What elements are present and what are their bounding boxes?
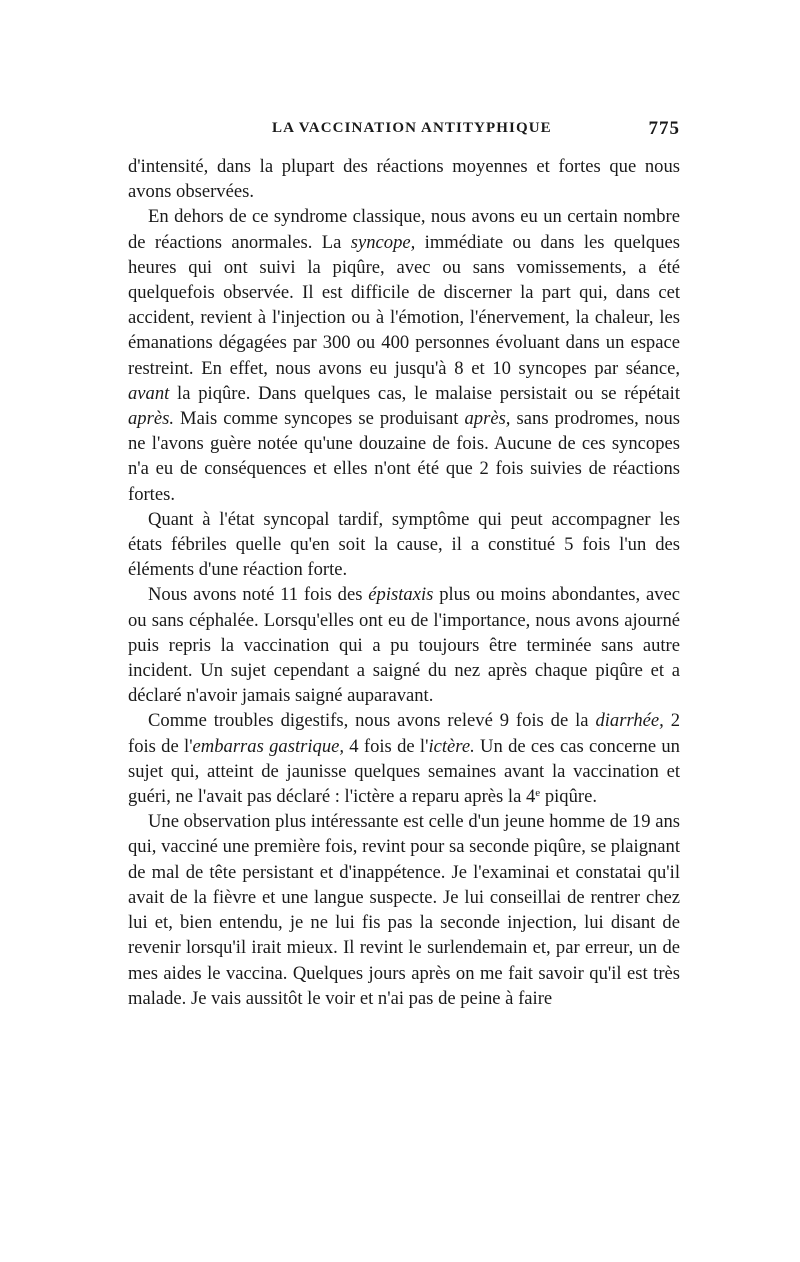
page-number: 775 (648, 118, 680, 139)
p5-italic-1: diarrhée, (595, 710, 664, 732)
p5-text-1: Comme troubles digestifs, nous avons relevé 9 fois de la (148, 710, 596, 732)
p2-text-3: la piqûre. Dans quelques cas, le malaise persistait ou se répétait (169, 382, 680, 404)
p6-text-1: Une observation plus intéressante est celle d'un jeune homme de 19 ans qui, vacciné une première fois, revint pour sa seconde piqûre, se plaignant de mal de tête persistant et d'inappétence. Je l'examinai et constatai qu'il avait de la fièvre et une langue suspecte. Je lui conseillai de rentrer chez lui et, bien entendu, je ne lui fis pas la seconde injection, lui disant de revenir lorsqu'il irait mieux. Il revint le surlendemain et, par erreur, un de mes aides le vaccina. Quelques jours après on me fait savoir qu'il est très malade. Je vais aussitôt le voir et n'ai pas de peine à faire (128, 811, 680, 1009)
paragraph-3 (128, 507, 680, 583)
p2-italic-4: après, (464, 408, 511, 430)
p5-text-4: Un de ces cas concerne un sujet qui, atteint de jaunisse quelques semaines avant la vaccination et guéri, ne l'avait pas déclaré : l'ictère a reparu après la 4 (128, 735, 680, 808)
p4-italic-1: épistaxis (368, 584, 434, 606)
p2-text-4: Mais comme syncopes se produisant (173, 408, 465, 430)
running-title: LA VACCINATION ANTITYPHIQUE (272, 120, 552, 136)
p5-text-2: 2 fois de l' (128, 710, 681, 757)
p2-italic-2: avant (128, 382, 170, 404)
paragraph-4 (128, 582, 680, 708)
p2-italic-1: syncope, (350, 231, 416, 253)
p2-text-2: immédiate ou dans les quelques heures qui ont suivi la piqûre, avec ou sans vomissements, a été quelquefois observée. Il est difficile de discerner la part qui, dans cet accident, revient à l'injection ou à l'émotion, l'énervement, la chaleur, les émanations dégagées par 300 ou 400 personnes évoluant dans un espace restreint. En effet, nous avons eu jusqu'à 8 et 10 syncopes par séance, (128, 231, 680, 379)
p5-superscript: e (535, 787, 541, 800)
p4-text-1: Nous avons noté 11 fois des (148, 584, 369, 606)
paragraph-6 (128, 809, 680, 1011)
paragraph-1 (128, 154, 680, 204)
running-header (128, 118, 680, 142)
p2-italic-3: après. (128, 408, 174, 430)
p3-text-1: Quant à l'état syncopal tardif, symptôme qui peut accompagner les états fébriles quelle qu'en soit la cause, il a constitué 5 fois l'un des éléments d'une réaction forte. (128, 508, 680, 581)
p5-italic-3: ictère. (428, 735, 475, 757)
p4-text-2: plus ou moins abondantes, avec ou sans céphalée. Lorsqu'elles ont eu de l'importance, nous avons ajourné puis repris la vaccination qui a pu toujours être terminée sans autre incident. Un sujet cependant a saigné du nez après chaque piqûre et a déclaré n'avoir jamais saigné auparavant. (128, 584, 680, 707)
paragraph-2 (128, 204, 680, 506)
p5-italic-2: embarras gastrique, (192, 735, 345, 757)
paragraph-5 (128, 708, 680, 809)
body-text (128, 154, 680, 1011)
p1-text-1: d'intensité, dans la plupart des réactions moyennes et fortes que nous avons observées. (128, 156, 680, 203)
p2-text-1: En dehors de ce syndrome classique, nous avons eu un certain nombre de réactions anormales. La (128, 206, 680, 253)
p5-text-5: piqûre. (540, 786, 597, 808)
p2-text-5: sans prodromes, nous ne l'avons guère notée qu'une douzaine de fois. Aucune de ces syncopes n'a eu de conséquences et elles n'ont été que 2 fois suivies de réactions fortes. (128, 408, 680, 505)
p5-text-3: 4 fois de l' (344, 735, 429, 757)
